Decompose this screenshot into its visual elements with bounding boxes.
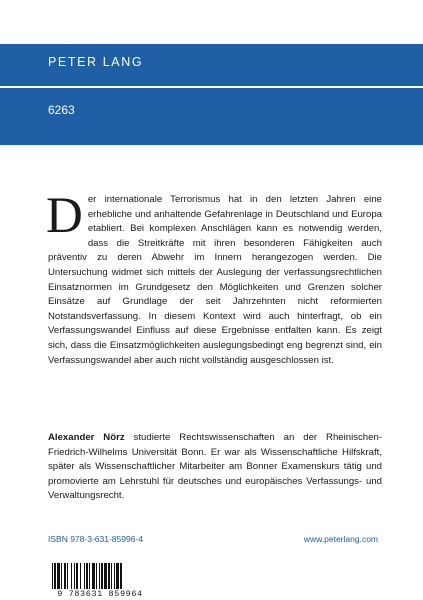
isbn-label: ISBN 978-3-631-85996-4	[48, 534, 143, 544]
publisher-name: PETER LANG	[48, 55, 144, 69]
drop-cap: D	[46, 188, 83, 244]
author-bio	[48, 431, 382, 504]
author-bio-text: studierte Rechtswissenschaften an der Rheinischen-Friedrich-Wilhelms Universität Bonn. Er war als Wissenschaftliche Hilfskraft, später als Wissenschaftlicher Mitarbeiter am Bonner Examenskurs tätig und promovierte am Lehrstuhl für deutsches und europäisches Verfassungs- und Verwaltungsrecht.	[48, 432, 383, 502]
top-margin	[0, 0, 423, 44]
publisher-website[interactable]: www.peterlang.com	[303, 534, 378, 544]
band-divider	[0, 86, 423, 88]
barcode	[46, 561, 154, 600]
book-description	[46, 188, 382, 368]
series-number: 6263	[48, 103, 75, 117]
description-text: er internationale Terrorismus hat in den letzten Jahren eine erhebliche und anhaltende Gefahrenlage in Deutschland und Europa etabliert. Bei komplexen Anschlägen kann es notwendig werden, dass die Streitkräfte mit ihren besonderen Fähigkeiten auch präventiv zu deren Abwehr im Innern herangezogen werden. Die Untersuchung widmet sich mittels der Auslegung der verfassungsrechtlichen Einsatznormen im Grundgesetz den Möglichkeiten und Grenzen solcher Einsätze auf Grundlage der seit Jahrzehnten nicht reformierten Notstandsverfassung. In diesem Kontext wird auch hinterfragt, ob ein Verfassungswandel Einfluss auf diese Ergebnisse entfalten kann. Es zeigt sich, dass die Einsatzmöglichkeiten auslegungsbedingt eng begrenzt sind, ein Verfassungswandel aber auch nicht vollständig ausgeschlossen ist.	[48, 194, 382, 366]
barcode-digits: 9 783631 859964	[57, 589, 143, 599]
barcode-bars-icon	[52, 563, 148, 589]
author-name: Alexander Nörz	[48, 432, 125, 443]
